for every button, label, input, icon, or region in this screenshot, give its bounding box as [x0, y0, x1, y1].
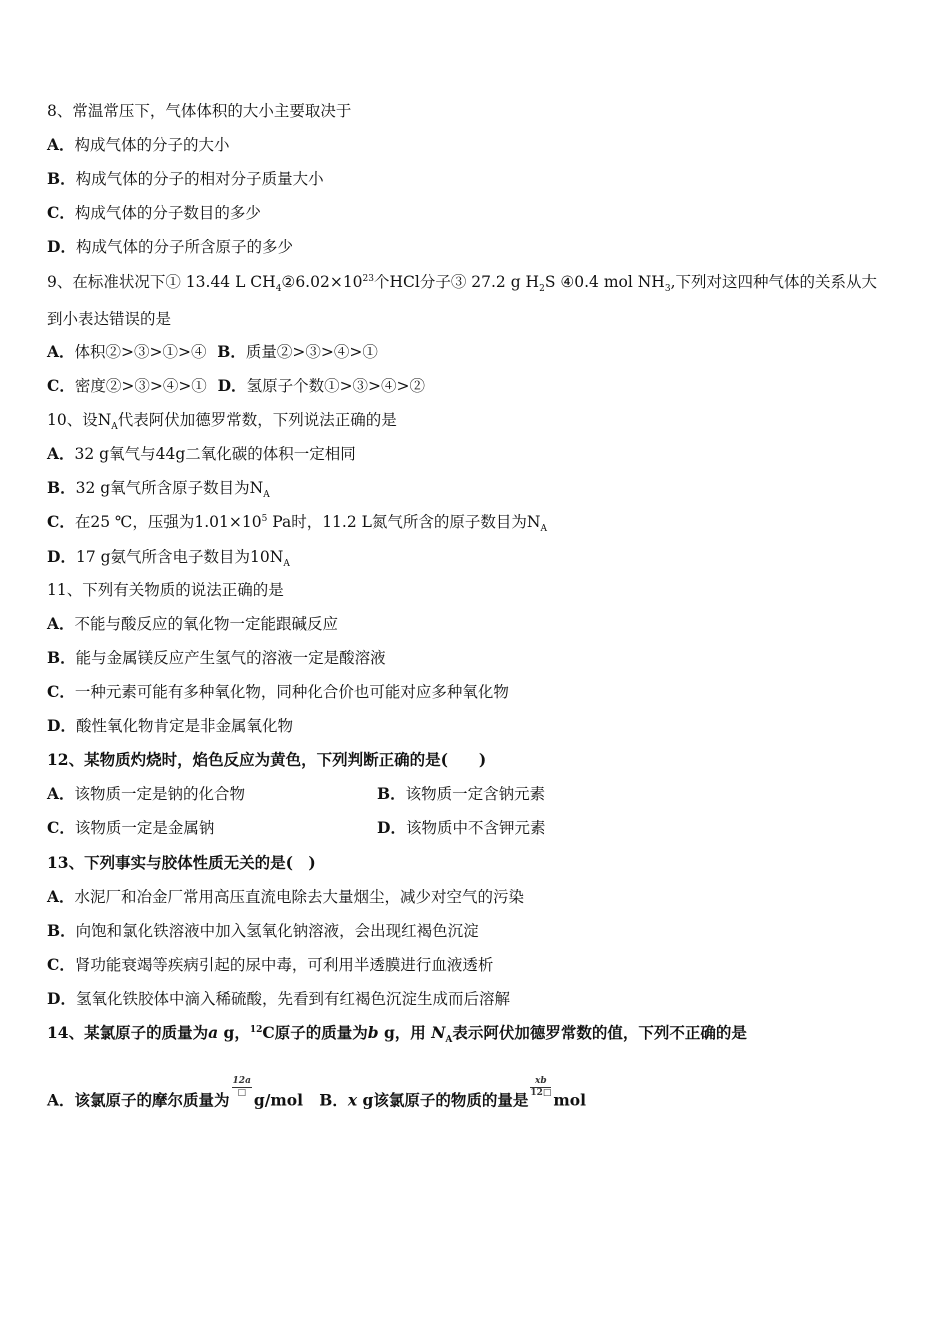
q11-option-d: D．酸性氧化物肯定是非金属氧化物 — [47, 716, 293, 735]
q8-stem: 8、常温常压下，气体体积的大小主要取决于 — [47, 102, 352, 120]
q13-option-a: A．水泥厂和冶金厂常用高压直流电除去大量烟尘，减少对空气的污染 — [47, 887, 525, 906]
q8-option-d: D．构成气体的分子所含原子的多少 — [47, 237, 293, 256]
q9-options-ab: A．体积②>③>①>④ B．质量②>③>④>① — [47, 342, 378, 361]
q13-option-c: C．肾功能衰竭等疾病引起的尿中毒，可利用半透膜进行血液透析 — [47, 955, 494, 974]
q9-options-cd: C．密度②>③>④>① D．氢原子个数①>③>④>② — [47, 376, 426, 395]
q10-option-a: A．32 g氧气与44g二氧化碳的体积一定相同 — [47, 444, 356, 463]
q10-stem: 10、设$N_A$代表阿伏加德罗常数，下列说法正确的是 — [47, 411, 397, 433]
q8-option-a: A．构成气体的分子的大小 — [47, 135, 230, 154]
q11-option-c: C．一种元素可能有多种氧化物，同种化合价也可能对应多种氧化物 — [47, 682, 509, 701]
q8-option-c: C．构成气体的分子数目的多少 — [47, 203, 261, 222]
q11-option-a: A．不能与酸反应的氧化物一定能跟碱反应 — [47, 614, 339, 633]
q14-options-ab: A．该氯原子的摩尔质量为 $\frac{12a}{□}$ g/mol B．x g该氯原子的物质的量是 $\frac{xb}{12□}$ mol — [47, 1076, 587, 1110]
q11-option-b: B．能与金属镁反应产生氢气的溶液一定是酸溶液 — [47, 648, 386, 667]
q13-stem: 13、下列事实与胶体性质无关的是( ) — [47, 853, 316, 872]
q9-stem-line2: 到小表达错误的是 — [47, 310, 172, 328]
fraction-xb: $\frac{xb}{12□}$ — [530, 1076, 552, 1098]
q8-option-b: B．构成气体的分子的相对分子质量大小 — [47, 169, 324, 188]
q10-option-c: C．在25 ℃，压强为$1.01\times 10^5$ Pa时，11.2 L氮气所含的原子数目为$N_A$ — [47, 512, 547, 535]
q12-stem: 12、某物质灼烧时，焰色反应为黄色，下列判断正确的是( ) — [47, 750, 487, 769]
q14-stem: 14、某氯原子的质量为a g，$^{12}$C原子的质量为b g，用 $N_A$表示阿伏加德罗常数的值，下列不正确的是 — [47, 1023, 747, 1046]
q12-options-cd: C．该物质一定是金属钠 D．该物质中不含钾元素 — [47, 818, 546, 837]
q12-options-ab: A．该物质一定是钠的化合物 B．该物质一定含钠元素 — [47, 784, 546, 803]
q11-stem: 11、下列有关物质的说法正确的是 — [47, 581, 284, 599]
q9-stem: 9、在标准状况下① 13.44 L $CH_4②6.02\times 10^{23}$个HCl分子③ 27.2 g $H_2S$ ④0.4 mol $NH_3$,下列对这四种气体的关系从大 — [47, 273, 877, 295]
q13-option-b: B．向饱和氯化铁溶液中加入氢氧化钠溶液，会出现红褐色沉淀 — [47, 921, 479, 940]
q10-option-d: D．17 g氨气所含电子数目为$10N_A$ — [47, 547, 290, 570]
fraction-12a: $\frac{12a}{□}$ — [232, 1076, 251, 1098]
q13-option-d: D．氢氧化铁胶体中滴入稀硫酸，先看到有红褐色沉淀生成而后溶解 — [47, 989, 510, 1008]
q10-option-b: B．32 g氧气所含原子数目为$N_A$ — [47, 478, 270, 501]
